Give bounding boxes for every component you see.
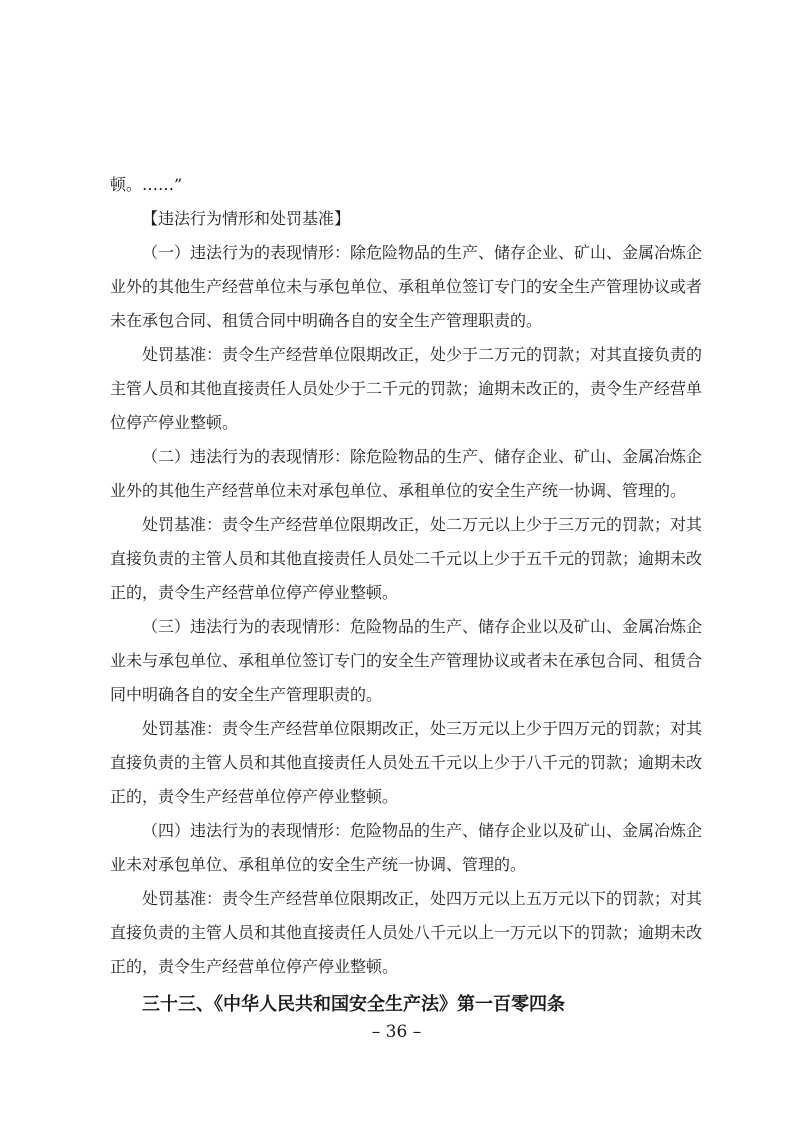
- text-line: （四）违法行为的表现情形：危险物品的生产、储存企业以及矿山、金属冶炼企: [142, 821, 703, 840]
- text-line: 主管人员和其他直接责任人员处少于二千元的罚款；逾期未改正的，责令生产经营单: [110, 379, 703, 398]
- text-line: （二）违法行为的表现情形：除危险物品的生产、储存企业、矿山、金属冶炼企: [142, 447, 703, 466]
- text-line: 业未与承包单位、承租单位签订专门的安全生产管理协议或者未在承包合同、租赁合: [110, 651, 703, 670]
- body-text: [110, 168, 703, 1024]
- text-line: 业未对承包单位、承租单位的安全生产统一协调、管理的。: [110, 855, 527, 874]
- section-heading: 三十三、《中华人民共和国安全生产法》第一百零四条: [142, 994, 565, 1015]
- text-line: 正的，责令生产经营单位停产停业整顿。: [110, 957, 399, 976]
- page-number: – 36 –: [371, 1022, 422, 1042]
- text-line: 【违法行为情形和处罚基准】: [142, 209, 351, 228]
- text-line: 处罚基准：责令生产经营单位限期改正，处少于二万元的罚款；对其直接负责的: [142, 345, 703, 364]
- text-line: 业外的其他生产经营单位未与承包单位、承租单位签订专门的安全生产管理协议或者: [110, 277, 703, 296]
- text-line: 未在承包合同、租赁合同中明确各自的安全生产管理职责的。: [110, 311, 543, 330]
- text-line: 直接负责的主管人员和其他直接责任人员处二千元以上少于五千元的罚款；逾期未改: [110, 549, 703, 568]
- text-line: 正的，责令生产经营单位停产停业整顿。: [110, 787, 399, 806]
- text-line: 处罚基准：责令生产经营单位限期改正，处四万元以上五万元以下的罚款；对其: [142, 889, 703, 908]
- text-line: 顿。……”: [110, 175, 183, 194]
- text-line: 同中明确各自的安全生产管理职责的。: [110, 685, 383, 704]
- text-line: 直接负责的主管人员和其他直接责任人员处八千元以上一万元以下的罚款；逾期未改: [110, 923, 703, 942]
- text-line: 处罚基准：责令生产经营单位限期改正，处三万元以上少于四万元的罚款；对其: [142, 719, 703, 738]
- text-line: 正的，责令生产经营单位停产停业整顿。: [110, 583, 399, 602]
- paragraph-lines: [110, 168, 703, 984]
- text-line: 直接负责的主管人员和其他直接责任人员处五千元以上少于八千元的罚款；逾期未改: [110, 753, 703, 772]
- text-line: 位停产停业整顿。: [110, 413, 239, 432]
- text-line: （三）违法行为的表现情形：危险物品的生产、储存企业以及矿山、金属冶炼企: [142, 617, 703, 636]
- text-line: 处罚基准：责令生产经营单位限期改正，处二万元以上少于三万元的罚款；对其: [142, 515, 703, 534]
- text-line: 业外的其他生产经营单位未对承包单位、承租单位的安全生产统一协调、管理的。: [110, 481, 687, 500]
- text-line: （一）违法行为的表现情形：除危险物品的生产、储存企业、矿山、金属冶炼企: [142, 243, 703, 262]
